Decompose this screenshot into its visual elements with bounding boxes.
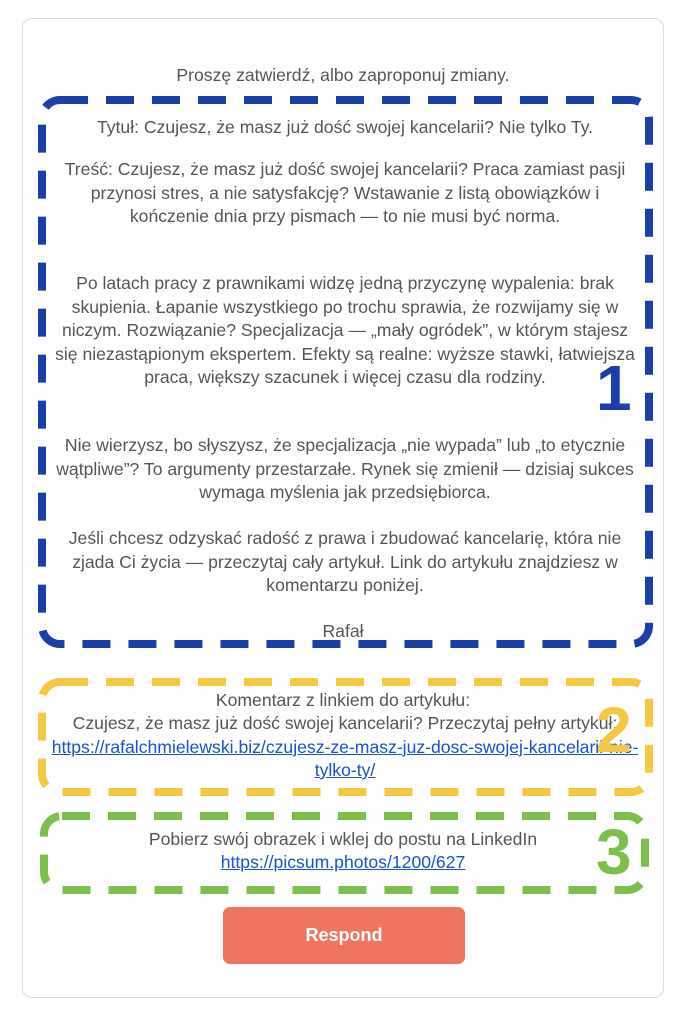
image-instruction: Pobierz swój obrazek i wklej do postu na LinkedIn xyxy=(148,829,538,849)
post-paragraph-4: Jeśli chcesz odzyskać radość z prawa i zbudować kancelarię, która nie zjada Ci życia — przeczytaj cały artykuł. Link do artykułu znajdziesz w komentarzu poniżej. xyxy=(68,528,622,595)
separator-2: --- xyxy=(337,811,349,825)
respond-button[interactable]: Respond xyxy=(223,907,465,964)
separator-1: --- xyxy=(337,671,349,685)
post-title: Tytuł: Czujesz, że masz już dość swojej kancelarii? Nie tylko Ty. xyxy=(96,117,594,137)
badge-2: 2 xyxy=(596,694,632,766)
badge-1: 1 xyxy=(596,352,632,424)
badge-3: 3 xyxy=(596,816,632,888)
post-paragraph-1: Treść: Czujesz, że masz już dość swojej kancelarii? Praca zamiast pasji przynosi stres, a nie satysfakcję? Wstawanie z listą obowiązków i kończenie dnia przy pismach — to nie musi być norma. xyxy=(64,159,626,226)
post-signature: Rafał xyxy=(322,621,364,641)
image-link[interactable]: https://picsum.photos/1200/627 xyxy=(220,852,466,872)
intro-text: Proszę zatwierdź, albo zaproponuj zmiany. xyxy=(176,65,510,85)
comment-text: Czujesz, że masz już dość swojej kancelarii? Przeczytaj pełny artykuł: xyxy=(72,713,618,733)
post-paragraph-2: Po latach pracy z prawnikami widzę jedną przyczynę wypalenia: brak skupienia. Łapanie wszystkiego po trochu sprawia, że rozwijamy się w niczym. Rozwiązanie? Specjalizacja — „mały ogródek”, w którym stajesz się niezastąpionym ekspertem. Efekty są realne: wyższe stawki, łatwiejsza praca, większy szacunek i więcej czasu dla rodziny. xyxy=(55,273,635,387)
image-link-row xyxy=(22,851,664,875)
article-link[interactable]: https://rafalchmielewski.biz/czujesz-ze-masz-juz-dosc-swojej-kancelarii-nie-tylko-ty/ xyxy=(51,736,639,780)
comment-block xyxy=(50,712,640,783)
post-paragraph-3: Nie wierzysz, bo słyszysz, że specjalizacja „nie wypada” lub „to etycznie wątpliwe”? To argumenty przestarzałe. Rynek się zmienił — dzisiaj sukces wymaga myślenia jak przedsiębiorca. xyxy=(56,435,634,502)
comment-heading: Komentarz z linkiem do artykułu: xyxy=(215,690,471,710)
